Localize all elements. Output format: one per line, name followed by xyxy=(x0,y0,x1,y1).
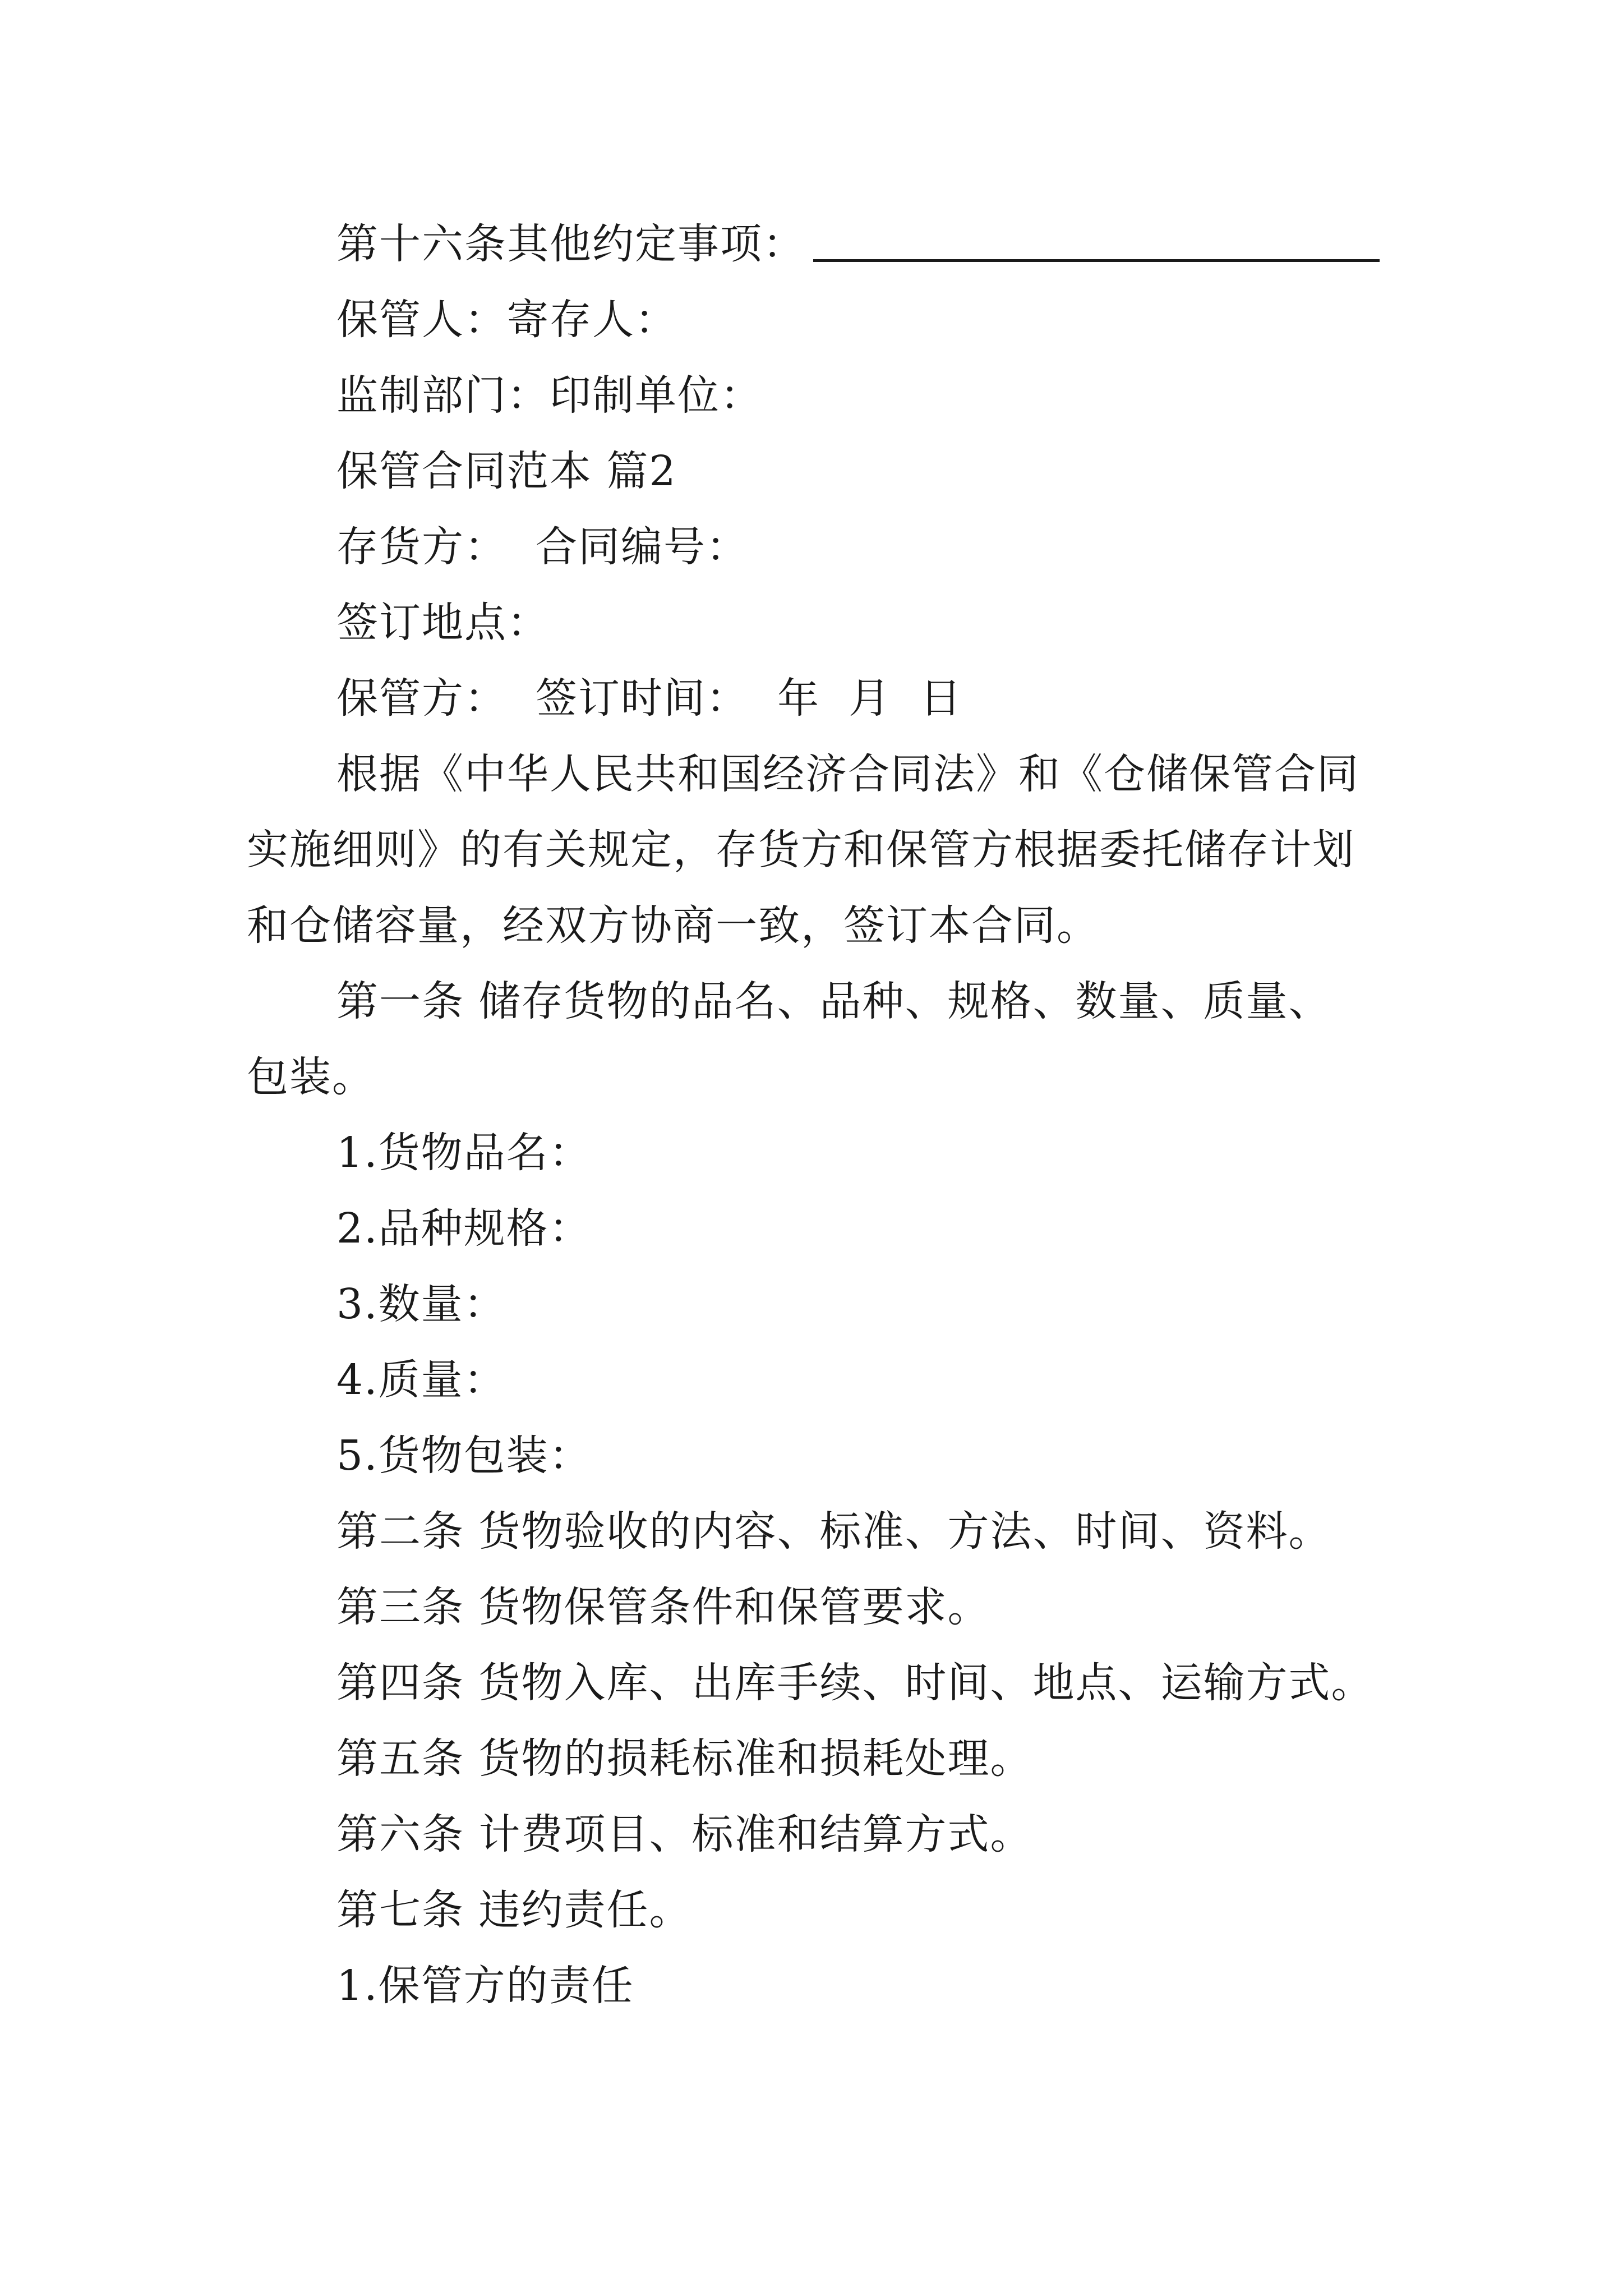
preamble-line-2: 实施细则》的有关规定，存货方和保管方根据委托储存计划 xyxy=(247,826,1355,874)
depositor-contract-no-line: 存货方： 合同编号： xyxy=(336,523,749,571)
article-1-line-2: 包装。 xyxy=(247,1053,375,1101)
custodian-signing-time-line: 保管方： 签订时间： 年 月 日 xyxy=(336,674,963,723)
article-6: 第六条 计费项目、标准和结算方式。 xyxy=(336,1810,1033,1858)
fill-in-blank-rule xyxy=(813,259,1380,262)
item-quality: 4.质量： xyxy=(336,1356,506,1404)
article-7-item-1: 1.保管方的责任 xyxy=(336,1962,634,2010)
item-packaging: 5.货物包装： xyxy=(336,1432,592,1480)
article-2: 第二条 货物验收的内容、标准、方法、时间、资料。 xyxy=(336,1507,1331,1556)
supervisor-printer-line: 监制部门：印制单位： xyxy=(336,371,763,420)
article-7: 第七条 违约责任。 xyxy=(336,1886,692,1934)
preamble-line-3: 和仓储容量，经双方协商一致，签订本合同。 xyxy=(247,901,1099,950)
item-variety-spec: 2.品种规格： xyxy=(336,1204,592,1253)
article-5: 第五条 货物的损耗标准和损耗处理。 xyxy=(336,1734,1033,1783)
item-goods-name: 1.货物品名： xyxy=(336,1129,592,1177)
preamble-line-1: 根据《中华人民共和国经济合同法》和《仓储保管合同 xyxy=(336,750,1359,798)
clause-16-line: 第十六条其他约定事项： xyxy=(336,220,805,268)
section-heading: 保管合同范本 篇2 xyxy=(336,447,677,495)
article-1-line-1: 第一条 储存货物的品名、品种、规格、数量、质量、 xyxy=(336,977,1331,1025)
signing-place-line: 签订地点： xyxy=(336,599,550,647)
custodian-depositor-line: 保管人：寄存人： xyxy=(336,296,677,344)
article-3: 第三条 货物保管条件和保管要求。 xyxy=(336,1583,990,1631)
item-quantity: 3.数量： xyxy=(336,1280,506,1328)
article-4: 第四条 货物入库、出库手续、时间、地点、运输方式。 xyxy=(336,1659,1374,1707)
